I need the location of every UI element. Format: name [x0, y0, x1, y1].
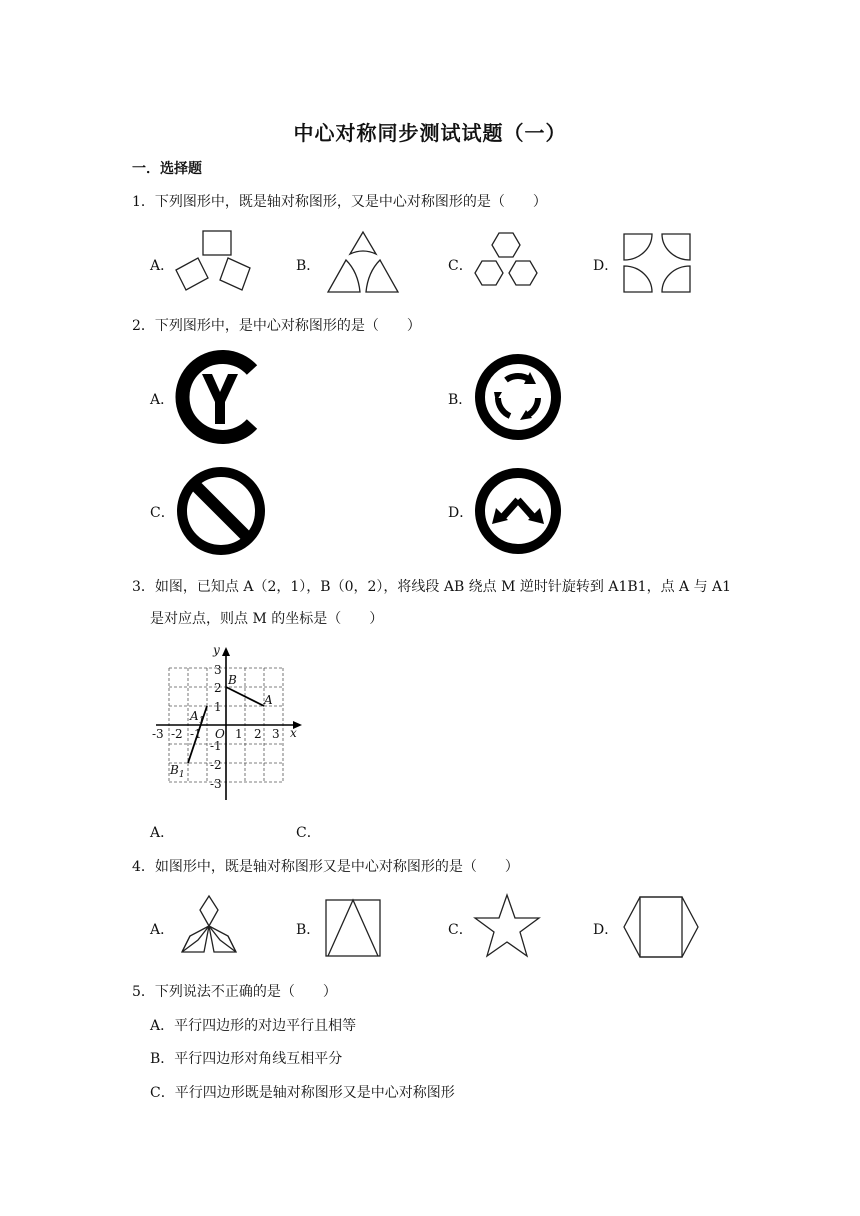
q2-figure-d-split-arrows [474, 466, 562, 556]
tick-label: 2 [254, 727, 262, 741]
q2-option-b-label: B． [448, 392, 473, 408]
tick-label: -2 [171, 727, 183, 741]
question-3-line-2: 是对应点，则点 M 的坐标是（ ） [150, 611, 384, 627]
tick-label: -1 [190, 727, 202, 741]
point-b-label: B [228, 673, 237, 687]
tick-label: 3 [214, 663, 222, 677]
tick-label: -2 [210, 758, 222, 772]
question-2-text: 2．下列图形中，是中心对称图形的是（ ） [132, 318, 421, 334]
q2-figure-b-roundabout [474, 352, 562, 442]
q1-figure-a [172, 228, 264, 294]
q1-option-b-label: B． [296, 258, 321, 274]
q4-option-a-label: A． [150, 922, 175, 938]
q2-option-a-label: A． [150, 392, 175, 408]
point-a1-label: $A_1$ [190, 709, 205, 726]
origin-label: O [215, 727, 225, 741]
tick-label: -3 [152, 727, 164, 741]
tick-label: -1 [210, 739, 222, 753]
q1-figure-d [620, 230, 694, 296]
q4-figure-a-three-rhombi [176, 894, 242, 958]
q4-figure-c-star [472, 892, 542, 960]
y-axis-arrow-icon [222, 647, 230, 656]
question-1-text: 1．下列图形中，既是轴对称图形，又是中心对称图形的是（ ） [132, 194, 547, 210]
q4-option-d-label: D． [593, 922, 619, 938]
tick-label: -3 [210, 777, 222, 791]
q4-option-b-label: B． [296, 922, 321, 938]
section-heading: 一．选择题 [132, 161, 202, 177]
point-b1-label: $B_1$ [170, 763, 185, 780]
q1-option-d-label: D． [593, 258, 619, 274]
q2-figure-c-prohibition [176, 466, 266, 556]
q1-figure-c [470, 228, 546, 296]
q5-option-c: C．平行四边形既是轴对称图形又是中心对称图形 [150, 1085, 455, 1101]
q4-figure-b-square-triangle [322, 896, 384, 960]
question-5-text: 5．下列说法不正确的是（ ） [132, 984, 337, 1000]
q1-option-c-label: C． [448, 258, 473, 274]
tick-label: 1 [214, 700, 222, 714]
q4-option-c-label: C． [448, 922, 473, 938]
tick-label: 3 [272, 727, 280, 741]
q1-figure-b [322, 228, 404, 296]
question-3-line-1: 3．如图，已知点 A（2，1），B（0，2），将线段 AB 绕点 M 逆时针旋转到 A1B1，点 A 与 A1 [132, 579, 732, 595]
tick-label: 2 [214, 681, 222, 695]
q2-option-d-label: D． [448, 505, 474, 521]
q4-figure-d-hexagon-rect [620, 894, 702, 960]
q2-option-c-label: C． [150, 505, 175, 521]
q1-option-a-label: A． [150, 258, 175, 274]
q3-coordinate-graph [150, 640, 310, 805]
q5-option-a: A．平行四边形的对边平行且相等 [150, 1018, 357, 1034]
q3-option-a-label: A． [150, 825, 175, 841]
x-axis-label: x [290, 726, 297, 740]
q3-option-c-label: C． [296, 825, 321, 841]
q2-figure-a-cy-logo [176, 352, 264, 442]
page-title: 中心对称同步测试试题（一） [293, 121, 567, 145]
y-axis-label: y [213, 643, 220, 657]
point-a-label: A [264, 693, 273, 707]
tick-label: 1 [235, 727, 243, 741]
q5-option-b: B．平行四边形对角线互相平分 [150, 1051, 343, 1067]
question-4-text: 4．如图形中，既是轴对称图形又是中心对称图形的是（ ） [132, 859, 519, 875]
